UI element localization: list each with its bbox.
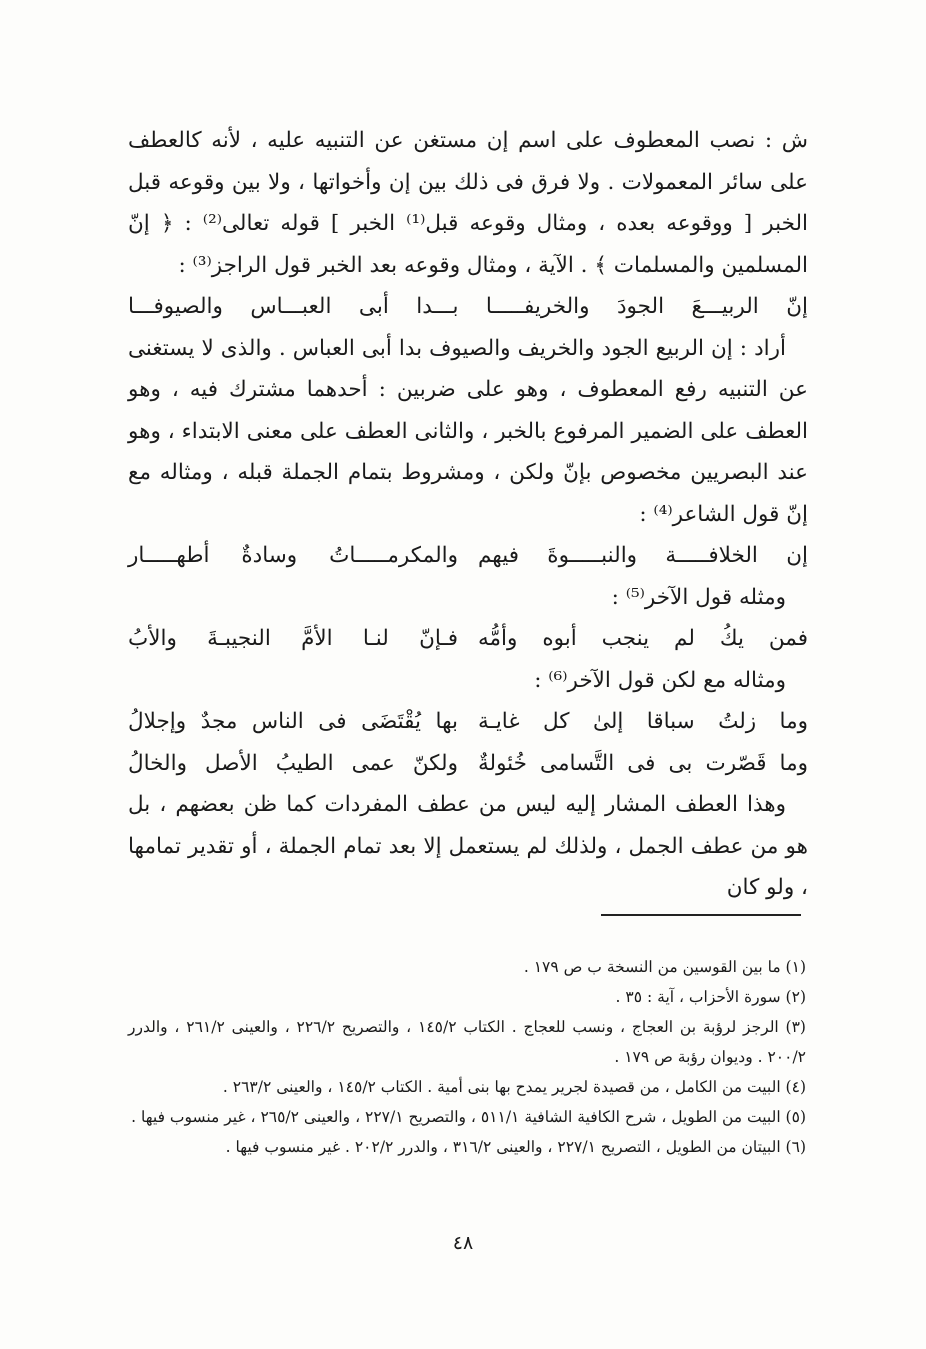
verse-rajaz	[128, 286, 808, 328]
verse-second-hemistich: ولكنّ عمى الطيبُ الأصل والخالُ	[128, 750, 458, 776]
verse-lakin-1	[128, 701, 808, 743]
verse-first-hemistich: فمن يكُ لم ينجب أبوه وأمُّه	[478, 626, 808, 651]
verse-line: إنّ الربيـــعَ الجودَ والخريفـــــا بـــدا أبى العبـــاس والصيوفـــا	[128, 294, 808, 319]
verse-first-hemistich: إن الخلافـــــة والنبـــــوةَ فيهم	[478, 543, 808, 568]
footnote-separator	[0, 914, 926, 916]
verse-second-hemistich: فـإنّ لنـا الأمَّ النجيبـةَ والأبُ	[128, 626, 458, 651]
verse-second-hemistich: والمكرمـــــاتُ وسادةٌ أطهـــــار	[128, 543, 458, 568]
paragraph-intro-other: ومثله قول الآخر⁽⁵⁾ :	[611, 584, 786, 610]
footnote: (٢) سورة الأحزاب ، آية : ٣٥ .	[615, 988, 806, 1006]
footnote: (١) ما بين القوسين من النسخة ب ص ١٧٩ .	[523, 958, 806, 976]
verse-first-hemistich: وما قَصّرت بى فى التَّسامى خُئولةٌ	[478, 750, 808, 776]
paragraph-explanation: ش : نصب المعطوف على اسم إن مستغن عن التنبيه عليه ، لأنه كالعطف على سائر المعمولات . ولا فرق فى ذلك بين إن وأخواتها ، ولا بين وقوعه قبل الخبر [ ووقوعه بعده ، ومثال وقوعه قبل⁽¹⁾ الخبر ] قوله تعالى⁽²⁾ : ﴿ إنّ المسلمين والمسلمات ﴾ . الآية ، ومثال وقوعه بعد الخبر قول الراجز⁽³⁾ :	[128, 128, 808, 278]
paragraph-intro-lakin: ومثاله مع لكن قول الآخر⁽⁶⁾ :	[534, 667, 786, 693]
footnotes	[128, 952, 806, 1162]
footnote: (٣) الرجز لرؤبة بن العجاج ، ونسب للعجاج . الكتاب ١٤٥/٢ ، والتصريح ٢٢٦/٢ ، والعينى ٢٦١/٢ ، والدرر ٢٠٠/٢ . وديوان رؤبة ص ١٧٩ .	[128, 1018, 806, 1066]
footnote: (٥) البيت من الطويل ، شرح الكافية الشافية ٥١١/١ ، والتصريح ٢٢٧/١ ، والعينى ٢٦٥/٢ ، غير منسوب فيها .	[131, 1108, 806, 1126]
verse-other	[128, 618, 808, 660]
verse-jarir	[128, 535, 808, 577]
verse-first-hemistich: وما زلتُ سباقا إلىٰ كل غايـة	[478, 709, 808, 734]
page-number: ٤٨	[452, 1232, 474, 1254]
main-text	[128, 120, 808, 909]
paragraph-second: أراد : إن الربيع الجود والخريف والصيوف بدا أبى العباس . والذى لا يستغنى عن التنبيه رفع المعطوف ، وهو على ضربين : أحدهما مشترك فيه ، وهو العطف على الضمير المرفوع بالخبر ، والثانى العطف على معنى الابتداء ، وهو عند البصريين مخصوص بإنّ ولكن ، ومشروط بتمام الجملة قبله ، ومثاله مع إنّ قول الشاعر⁽⁴⁾ :	[128, 335, 808, 527]
footnote: (٦) البيتان من الطويل ، التصريح ٢٢٧/١ ، والعينى ٣١٦/٢ ، والدرر ٢٠٢/٢ . غير منسوب فيها .	[225, 1138, 806, 1156]
verse-lakin-2	[128, 743, 808, 785]
verse-second-hemistich: بها يُقْتَضَى فى الناس مجدٌ وإجلالُ	[128, 709, 458, 734]
footnote: (٤) البيت من الكامل ، من قصيدة لجرير يمدح بها بنى أمية . الكتاب ١٤٥/٢ ، والعينى ٢٦٣/٢ .	[222, 1078, 806, 1096]
paragraph-closing: وهذا العطف المشار إليه ليس من عطف المفردات كما ظن بعضهم ، بل هو من عطف الجمل ، ولذلك لم يستعمل إلا بعد تمام الجملة ، أو تقدير تمامها ، ولو كان	[128, 792, 808, 900]
